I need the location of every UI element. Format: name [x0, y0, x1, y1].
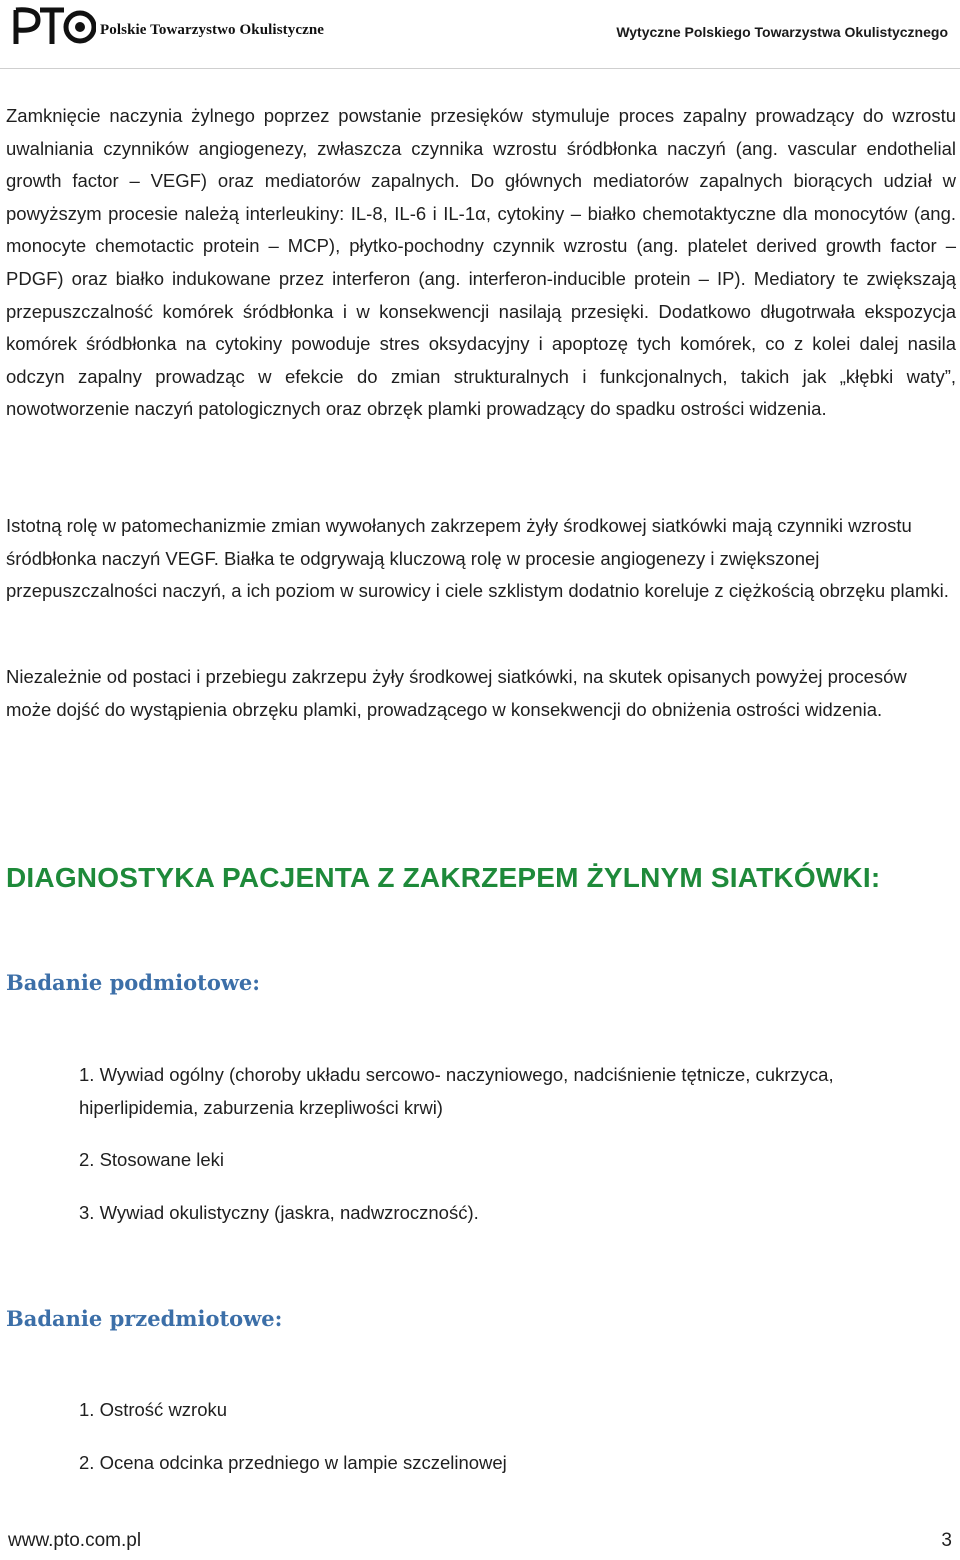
list-item: 1. Wywiad ogólny (choroby układu sercowo- naczyniowego, nadciśnienie tętnicze, cukrzyca, hiperlipidemia, zaburzenia krzepliwości krwi) — [79, 1064, 834, 1118]
list-item: 1. Ostrość wzroku — [79, 1399, 228, 1420]
guidelines-title: Wytyczne Polskiego Towarzystwa Okulistycznego — [616, 24, 948, 40]
paragraph-vegf: Istotną rolę w patomechanizmie zmian wywołanych zakrzepem żyły środkowej siatkówki mają czynniki wzrostu śródbłonka naczyń VEGF. Białka te odgrywają kluczową rolę w procesie angiogenezy i zwiększonej przepuszczalności naczyń, a ich poziom w surowicy i ciele szklistym dodatnio koreluje z ciężkością obrzęku plamki. — [6, 515, 949, 602]
list-item: 2. Ocena odcinka przedniego w lampie szczelinowej — [79, 1452, 507, 1473]
paragraph-pathogenesis: Zamknięcie naczynia żylnego poprzez powstanie przesięków stymuluje proces zapalny prowadzący do wzrostu uwalniania czynników angiogenezy, zwłaszcza czynnika wzrostu śródbłonka naczyń (ang. vascular endothelial growth factor – VEGF) oraz mediatorów zapalnych. Do głównych mediatorów zapalnych biorących udział w powyższym procesie należą interleukiny: IL-8, IL-6 i IL-1α, cytokiny – białko chemotaktyczne dla monocytów (ang. monocyte chemotactic protein – MCP), płytko-pochodny czynnik wzrostu (ang. platelet derived growth factor – PDGF) oraz białko indukowane przez interferon (ang. interferon-inducible protein – IP). Mediatory te zwiększają przepuszczalność komórek śródbłonka i w konsekwencji nasilają przesięki. Dodatkowo długotrwała ekspozycja komórek śródbłonka na cytokiny powoduje stres oksydacyjny i apoptozę tych komórek, co z kolei dalej nasila odczyn zapalny prowadząc w efekcie do zmian strukturalnych i funkcjonalnych, takich jak „kłębki waty”, nowotworzenie naczyń patologicznych oraz obrzęk plamki prowadzący do spadku ostrości widzenia. — [6, 105, 956, 420]
pto-logo — [10, 2, 96, 48]
header-divider — [0, 68, 960, 69]
page-number: 3 — [941, 1530, 952, 1551]
footer-url[interactable]: www.pto.com.pl — [8, 1530, 142, 1551]
page-header — [0, 0, 960, 70]
list-item: 3. Wywiad okulistyczny (jaskra, nadwzroczność). — [79, 1202, 479, 1223]
subjective-heading: Badanie podmiotowe: — [6, 970, 261, 995]
org-name: Polskie Towarzystwo Okulistyczne — [100, 22, 325, 38]
list-item: 2. Stosowane leki — [79, 1149, 225, 1170]
section-title: DIAGNOSTYKA PACJENTA Z ZAKRZEPEM ŻYLNYM SIATKÓWKI: — [6, 862, 881, 893]
paragraph-macular-edema: Niezależnie od postaci i przebiegu zakrzepu żyły środkowej siatkówki, na skutek opisanych powyżej procesów może dojść do wystąpienia obrzęku plamki, prowadzącego w konsekwencji do obniżenia ostrości widzenia. — [6, 666, 907, 720]
objective-heading: Badanie przedmiotowe: — [6, 1306, 283, 1331]
